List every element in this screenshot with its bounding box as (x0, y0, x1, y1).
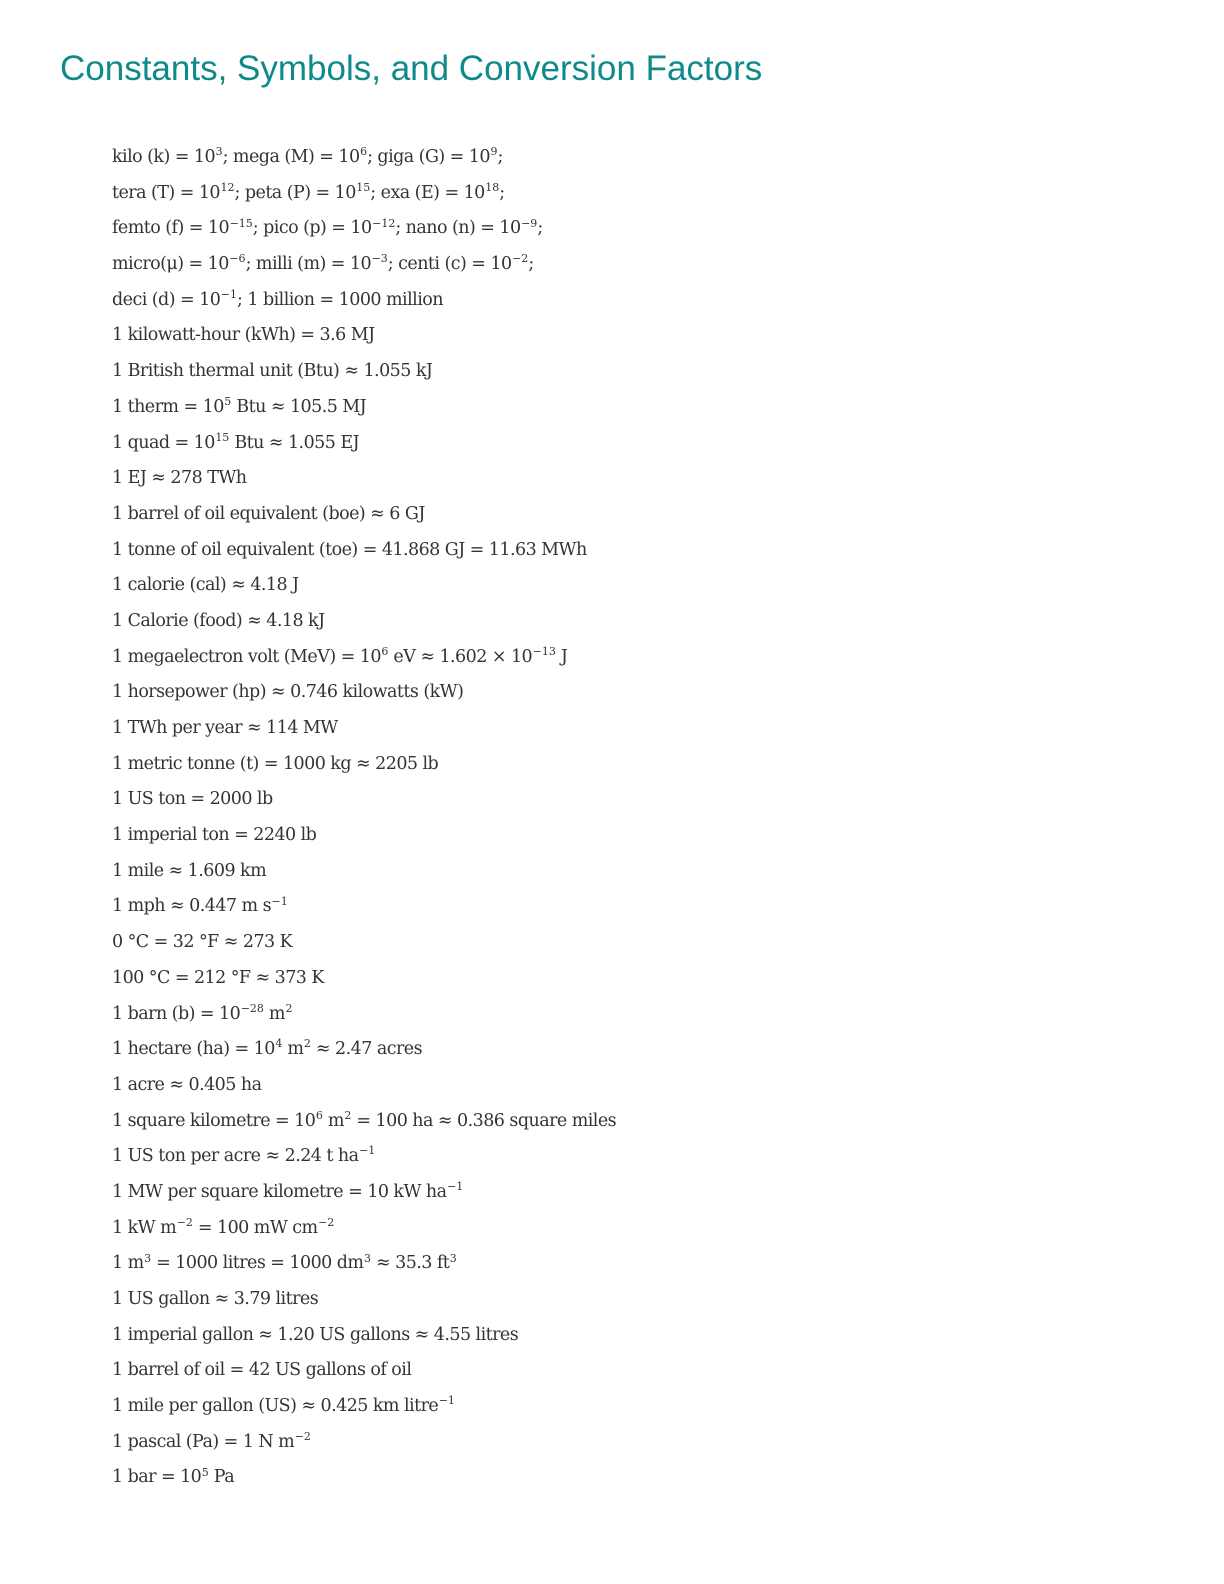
line-text: 1 kilowatt-hour (kWh) = 3.6 MJ (112, 325, 375, 346)
line-text: 1 barn (b) = 10 (112, 1003, 241, 1024)
line-text: ; peta (P) = 10 (234, 182, 356, 203)
conversion-line (112, 247, 616, 283)
line-text: ≈ 35.3 ft (370, 1253, 450, 1274)
superscript: −1 (359, 1144, 376, 1158)
superscript: −2 (512, 252, 529, 266)
line-text: tera (T) = 10 (112, 182, 220, 203)
line-text: ; exa (E) = 10 (370, 182, 485, 203)
conversion-line (112, 1246, 616, 1282)
conversion-line (112, 1068, 616, 1104)
line-text: ; giga (G) = 10 (367, 147, 490, 167)
line-text: femto (f) = 10 (112, 218, 230, 239)
line-text: eV ≈ 1.602 × 10 (388, 646, 533, 667)
conversion-line (112, 997, 616, 1033)
line-text: 1 quad = 10 (112, 432, 215, 453)
line-text: 1 calorie (cal) ≈ 4.18 J (112, 575, 299, 596)
conversion-line (112, 1032, 616, 1068)
superscript: −12 (372, 216, 396, 230)
conversion-line (112, 854, 616, 890)
superscript: 15 (215, 430, 230, 444)
line-text: ; centi (c) = 10 (387, 254, 512, 275)
line-text: 1 megaelectron volt (MeV) = 10 (112, 646, 381, 667)
line-text: J (555, 646, 568, 667)
line-text: 1 therm = 10 (112, 396, 224, 417)
line-text: = 1000 litres = 1000 dm (151, 1253, 364, 1274)
superscript: −2 (176, 1215, 193, 1229)
conversion-line (112, 1139, 616, 1175)
line-text: 0 °C = 32 °F ≈ 273 K (112, 932, 293, 953)
superscript: −15 (229, 216, 253, 230)
line-text: 1 square kilometre = 10 (112, 1110, 316, 1131)
superscript: −2 (294, 1429, 311, 1443)
line-text: Btu ≈ 1.055 EJ (229, 432, 360, 453)
superscript: 3 (215, 145, 223, 159)
superscript: −1 (220, 287, 238, 301)
superscript: 6 (381, 644, 389, 658)
line-text: 1 pascal (Pa) = 1 N m (112, 1431, 295, 1452)
line-text: micro(μ) = 10 (112, 254, 229, 275)
line-text: 1 EJ ≈ 278 TWh (112, 468, 247, 489)
superscript: 6 (360, 145, 368, 159)
superscript: 2 (303, 1037, 311, 1051)
conversion-line (112, 1353, 616, 1389)
line-text: 1 US gallon ≈ 3.79 litres (112, 1289, 319, 1309)
line-text: 1 horsepower (hp) ≈ 0.746 kilowatts (kW) (112, 682, 464, 703)
line-text: 1 imperial gallon ≈ 1.20 US gallons ≈ 4.55 litres (112, 1324, 519, 1345)
superscript: 6 (315, 1108, 323, 1122)
line-text: ; 1 billion = 1000 million (237, 289, 443, 310)
line-text: 1 tonne of oil equivalent (toe) = 41.868 GJ = 11.63 MWh (112, 539, 587, 560)
line-text: 1 MW per square kilometre = 10 kW ha (112, 1181, 447, 1202)
line-text: ≈ 2.47 acres (310, 1039, 423, 1060)
line-text: Btu ≈ 105.5 MJ (231, 396, 367, 417)
line-text: 1 bar = 10 (112, 1467, 202, 1488)
conversion-line (112, 426, 616, 462)
line-text: m (282, 1039, 304, 1060)
line-text: = 100 mW cm (192, 1217, 318, 1238)
line-text: 1 kW m (112, 1217, 177, 1238)
conversion-line (112, 390, 616, 426)
line-text: ; pico (p) = 10 (252, 218, 372, 239)
superscript: 9 (490, 145, 498, 159)
conversion-line (112, 675, 616, 711)
line-text: 1 TWh per year ≈ 114 MW (112, 718, 338, 738)
line-text: 1 metric tonne (t) = 1000 kg ≈ 2205 lb (112, 753, 439, 774)
superscript: 3 (144, 1251, 152, 1265)
conversion-line (112, 640, 616, 676)
conversion-line (112, 925, 616, 961)
conversion-line (112, 889, 616, 925)
conversion-line (112, 283, 616, 319)
superscript: −2 (318, 1215, 335, 1229)
superscript: 5 (224, 395, 232, 408)
conversion-line (112, 461, 616, 497)
line-text: 1 Calorie (food) ≈ 4.18 kJ (112, 610, 325, 631)
line-text: m (322, 1110, 344, 1131)
conversion-line (112, 318, 616, 354)
line-text: 1 mile ≈ 1.609 km (112, 860, 267, 881)
line-text: 1 US ton per acre ≈ 2.24 t ha (112, 1146, 359, 1167)
superscript: −1 (447, 1180, 464, 1194)
line-text: ; milli (m) = 10 (245, 254, 372, 275)
superscript: −1 (438, 1394, 455, 1408)
conversion-line (112, 1425, 616, 1461)
conversion-line (112, 140, 616, 176)
conversion-line (112, 497, 616, 533)
conversion-line (112, 533, 616, 569)
page-title: Constants, Symbols, and Conversion Factors (60, 49, 763, 88)
conversion-line (112, 1175, 616, 1211)
line-text: Pa (208, 1467, 235, 1488)
superscript: −1 (271, 894, 288, 908)
superscript: −3 (371, 252, 388, 266)
superscript: −13 (532, 644, 556, 658)
conversion-list (112, 140, 616, 1496)
conversion-line (112, 711, 616, 747)
line-text: 1 m (112, 1253, 144, 1274)
line-text: 1 barrel of oil = 42 US gallons of oil (112, 1360, 412, 1381)
superscript: 18 (485, 180, 500, 194)
superscript: 5 (201, 1465, 209, 1479)
line-text: ; (499, 182, 505, 203)
conversion-line (112, 1318, 616, 1354)
line-text: 100 °C = 212 °F ≈ 373 K (112, 967, 324, 988)
line-text: 1 imperial ton = 2240 lb (112, 825, 317, 846)
line-text: ; (528, 254, 534, 275)
line-text: m (263, 1003, 285, 1024)
conversion-line (112, 1460, 616, 1496)
conversion-line (112, 568, 616, 604)
line-text: kilo (k) = 10 (112, 147, 216, 167)
superscript: −6 (229, 252, 246, 266)
conversion-line (112, 176, 616, 212)
superscript: 12 (220, 180, 235, 194)
line-text: = 100 ha ≈ 0.386 square miles (351, 1110, 617, 1131)
conversion-line (112, 1282, 616, 1318)
conversion-line (112, 1104, 616, 1140)
conversion-line (112, 1211, 616, 1247)
line-text: 1 barrel of oil equivalent (boe) ≈ 6 GJ (112, 503, 425, 524)
superscript: 15 (356, 180, 371, 194)
line-text: 1 mph ≈ 0.447 m s (112, 896, 272, 917)
line-text: ; (497, 147, 503, 167)
line-text: 1 mile per gallon (US) ≈ 0.425 km litre (112, 1396, 439, 1417)
line-text: 1 acre ≈ 0.405 ha (112, 1074, 262, 1095)
line-text: ; nano (n) = 10 (395, 218, 521, 239)
line-text: 1 US ton = 2000 lb (112, 789, 273, 810)
conversion-line (112, 818, 616, 854)
superscript: 2 (285, 1001, 293, 1015)
conversion-line (112, 1389, 616, 1425)
superscript: 2 (344, 1108, 352, 1122)
conversion-line (112, 604, 616, 640)
conversion-line (112, 782, 616, 818)
line-text: ; (537, 218, 543, 239)
conversion-line (112, 747, 616, 783)
conversion-line (112, 961, 616, 997)
line-text: ; mega (M) = 10 (222, 147, 360, 167)
line-text: deci (d) = 10 (112, 289, 221, 310)
superscript: 3 (363, 1251, 371, 1265)
conversion-line (112, 211, 616, 247)
conversion-line (112, 354, 616, 390)
superscript: −9 (521, 216, 538, 230)
superscript: −28 (240, 1001, 264, 1015)
line-text: 1 hectare (ha) = 10 (112, 1039, 275, 1060)
superscript: 3 (449, 1251, 457, 1265)
line-text: 1 British thermal unit (Btu) ≈ 1.055 kJ (112, 361, 433, 382)
superscript: 4 (275, 1037, 283, 1051)
